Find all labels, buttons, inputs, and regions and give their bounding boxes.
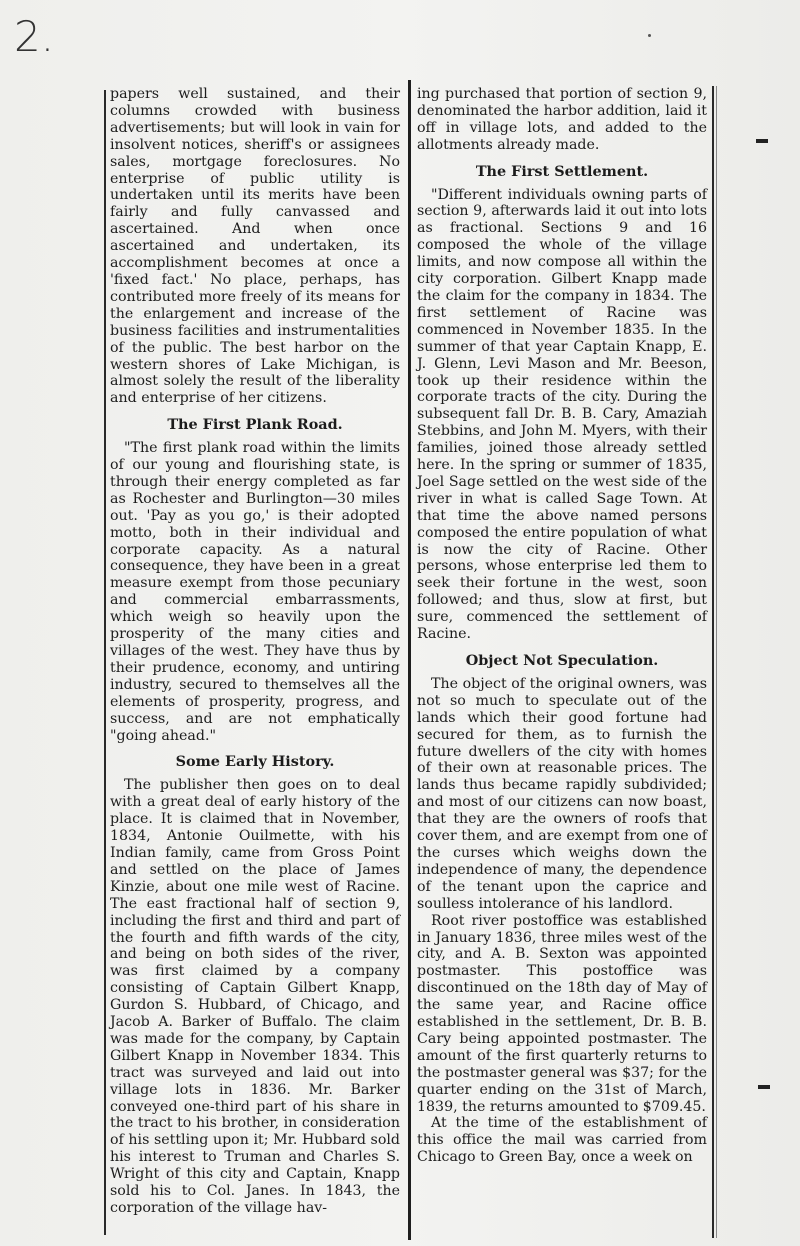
heading-first-plank-road: The First Plank Road. xyxy=(167,416,343,434)
plank-road-paragraph: "The first plank road within the limits of our young and flourishing state, is through their energy completed as far as Rochester and Burlington—30 miles out. 'Pay as you go,' is their adopted motto, both in their individual and corporate capacity. As a natural consequence, they have been in a great measure exempt from those pecuniary and commercial embarrassments, which weigh so heavily upon the prosperity of the many cities and villages of the west. They have thus by their prudence, economy, and untiring industry, secured to themselves all the elements of prosperity, progress, and success, and are not emphatically "going ahead." xyxy=(110,440,400,744)
left-intro-paragraph: papers well sustained, and their columns crowded with business advertisements; but will look in vain for insolvent notices, sheriff's or assignees sales, mortgage foreclosures. No enterprise of public utility is undertaken until its merits have been fairly and fully canvassed and ascertained. And when once ascertained and undertaken, its accomplishment becomes at once a 'fixed fact.' No place, perhaps, has contributed more freely of its means for the enlargement and increase of the business facilities and instrumentalities of the public. The best harbor on the western shores of Lake Michigan, is almost solely the result of the liberality and enterprise of her citizens. xyxy=(110,86,400,407)
mail-paragraph: At the time of the establishment of this office the mail was carried from Chicago to Green Bay, once a week on xyxy=(417,1115,707,1166)
heading-some-early-history: Some Early History. xyxy=(175,753,335,771)
right-intro-paragraph: ing purchased that portion of section 9, denominated the harbor addition, laid it off in village lots, and added to the allotments already made. xyxy=(417,86,707,153)
left-column xyxy=(110,86,400,1217)
heading-object-not-speculation: Object Not Speculation. xyxy=(465,652,659,669)
right-column-rule xyxy=(712,86,714,1238)
margin-mark xyxy=(758,1085,770,1089)
settlement-paragraph: "Different individuals owning parts of section 9, afterwards laid it out into lots as fractional. Sections 9 and 16 composed the whole of the village limits, and now compose all within the city corporation. Gilbert Knapp made the claim for the company in 1834. The first settlement of Racine was commenced in November 1835. In the summer of that year Captain Knapp, E. J. Glenn, Levi Mason and Mr. Beeson, took up their residence within the corporate tracts of the city. During the subsequent fall Dr. B. B. Cary, Amaziah Stebbins, and John M. Myers, with their families, joined those already settled here. In the spring or summer of 1835, Joel Sage settled on the west side of the river in what is called Sage Town. At that time the above named persons composed the entire population of what is now the city of Racine. Other persons, whose enterprise led them to seek their fortune in the west, soon followed; and thus, slow at first, but sure, commenced the settlement of Racine. xyxy=(417,186,707,643)
speculation-paragraph: The object of the original owners, was not so much to speculate out of the lands which their good fortune had secured for them, as to furnish the future dwellers of the city with homes of their own at reasonable prices. The lands thus became rapidly subdivided; and most of our citizens can now boast, that they are the owners of roofs that cover them, and are exempt from one of the curses which weighs down the independence of many, the dependence of the tenant upon the caprice and soulless intolerance of his landlord. xyxy=(417,675,707,912)
center-column-rule xyxy=(408,80,411,1240)
right-column-rule-shadow xyxy=(716,86,717,1238)
left-column-rule xyxy=(104,90,106,1235)
margin-mark xyxy=(756,139,768,143)
early-history-paragraph: The publisher then goes on to deal with a great deal of early history of the place. It is claimed that in November, 1834, Antonie Ouilmette, with his Indian family, came from Gross Point and settled on the place of James Kinzie, about one mile west of Racine. The east fractional half of section 9, including the first and third and part of the fourth and fifth wards of the city, and being on both sides of the river, was first claimed by a company consisting of Captain Gilbert Knapp, Gurdon S. Hubbard, of Chicago, and Jacob A. Barker of Buffalo. The claim was made for the company, by Captain Gilbert Knapp in November 1834. This tract was surveyed and laid out into village lots in 1836. Mr. Barker conveyed one-third part of his share in the tract to his brother, in consideration of his settling upon it; Mr. Hubbard sold his interest to Truman and Charles S. Wright of this city and Captain, Knapp sold his to Col. Janes. In 1843, the corporation of the village hav- xyxy=(110,777,400,1216)
handwritten-page-number: 2. xyxy=(14,12,55,61)
postoffice-paragraph: Root river postoffice was established in January 1836, three miles west of the city, and A. B. Sexton was appointed postmaster. This postoffice was discontinued on the 18th day of May of the same year, and Racine office established in the settlement, Dr. B. B. Cary being appointed postmaster. The amount of the first quarterly returns to the postmaster general was $37; for the quarter ending on the 31st of March, 1839, the returns amounted to $709.45. xyxy=(417,912,707,1115)
right-column xyxy=(417,86,707,1166)
heading-first-settlement: The First Settlement. xyxy=(475,162,649,180)
margin-speck xyxy=(648,34,651,37)
